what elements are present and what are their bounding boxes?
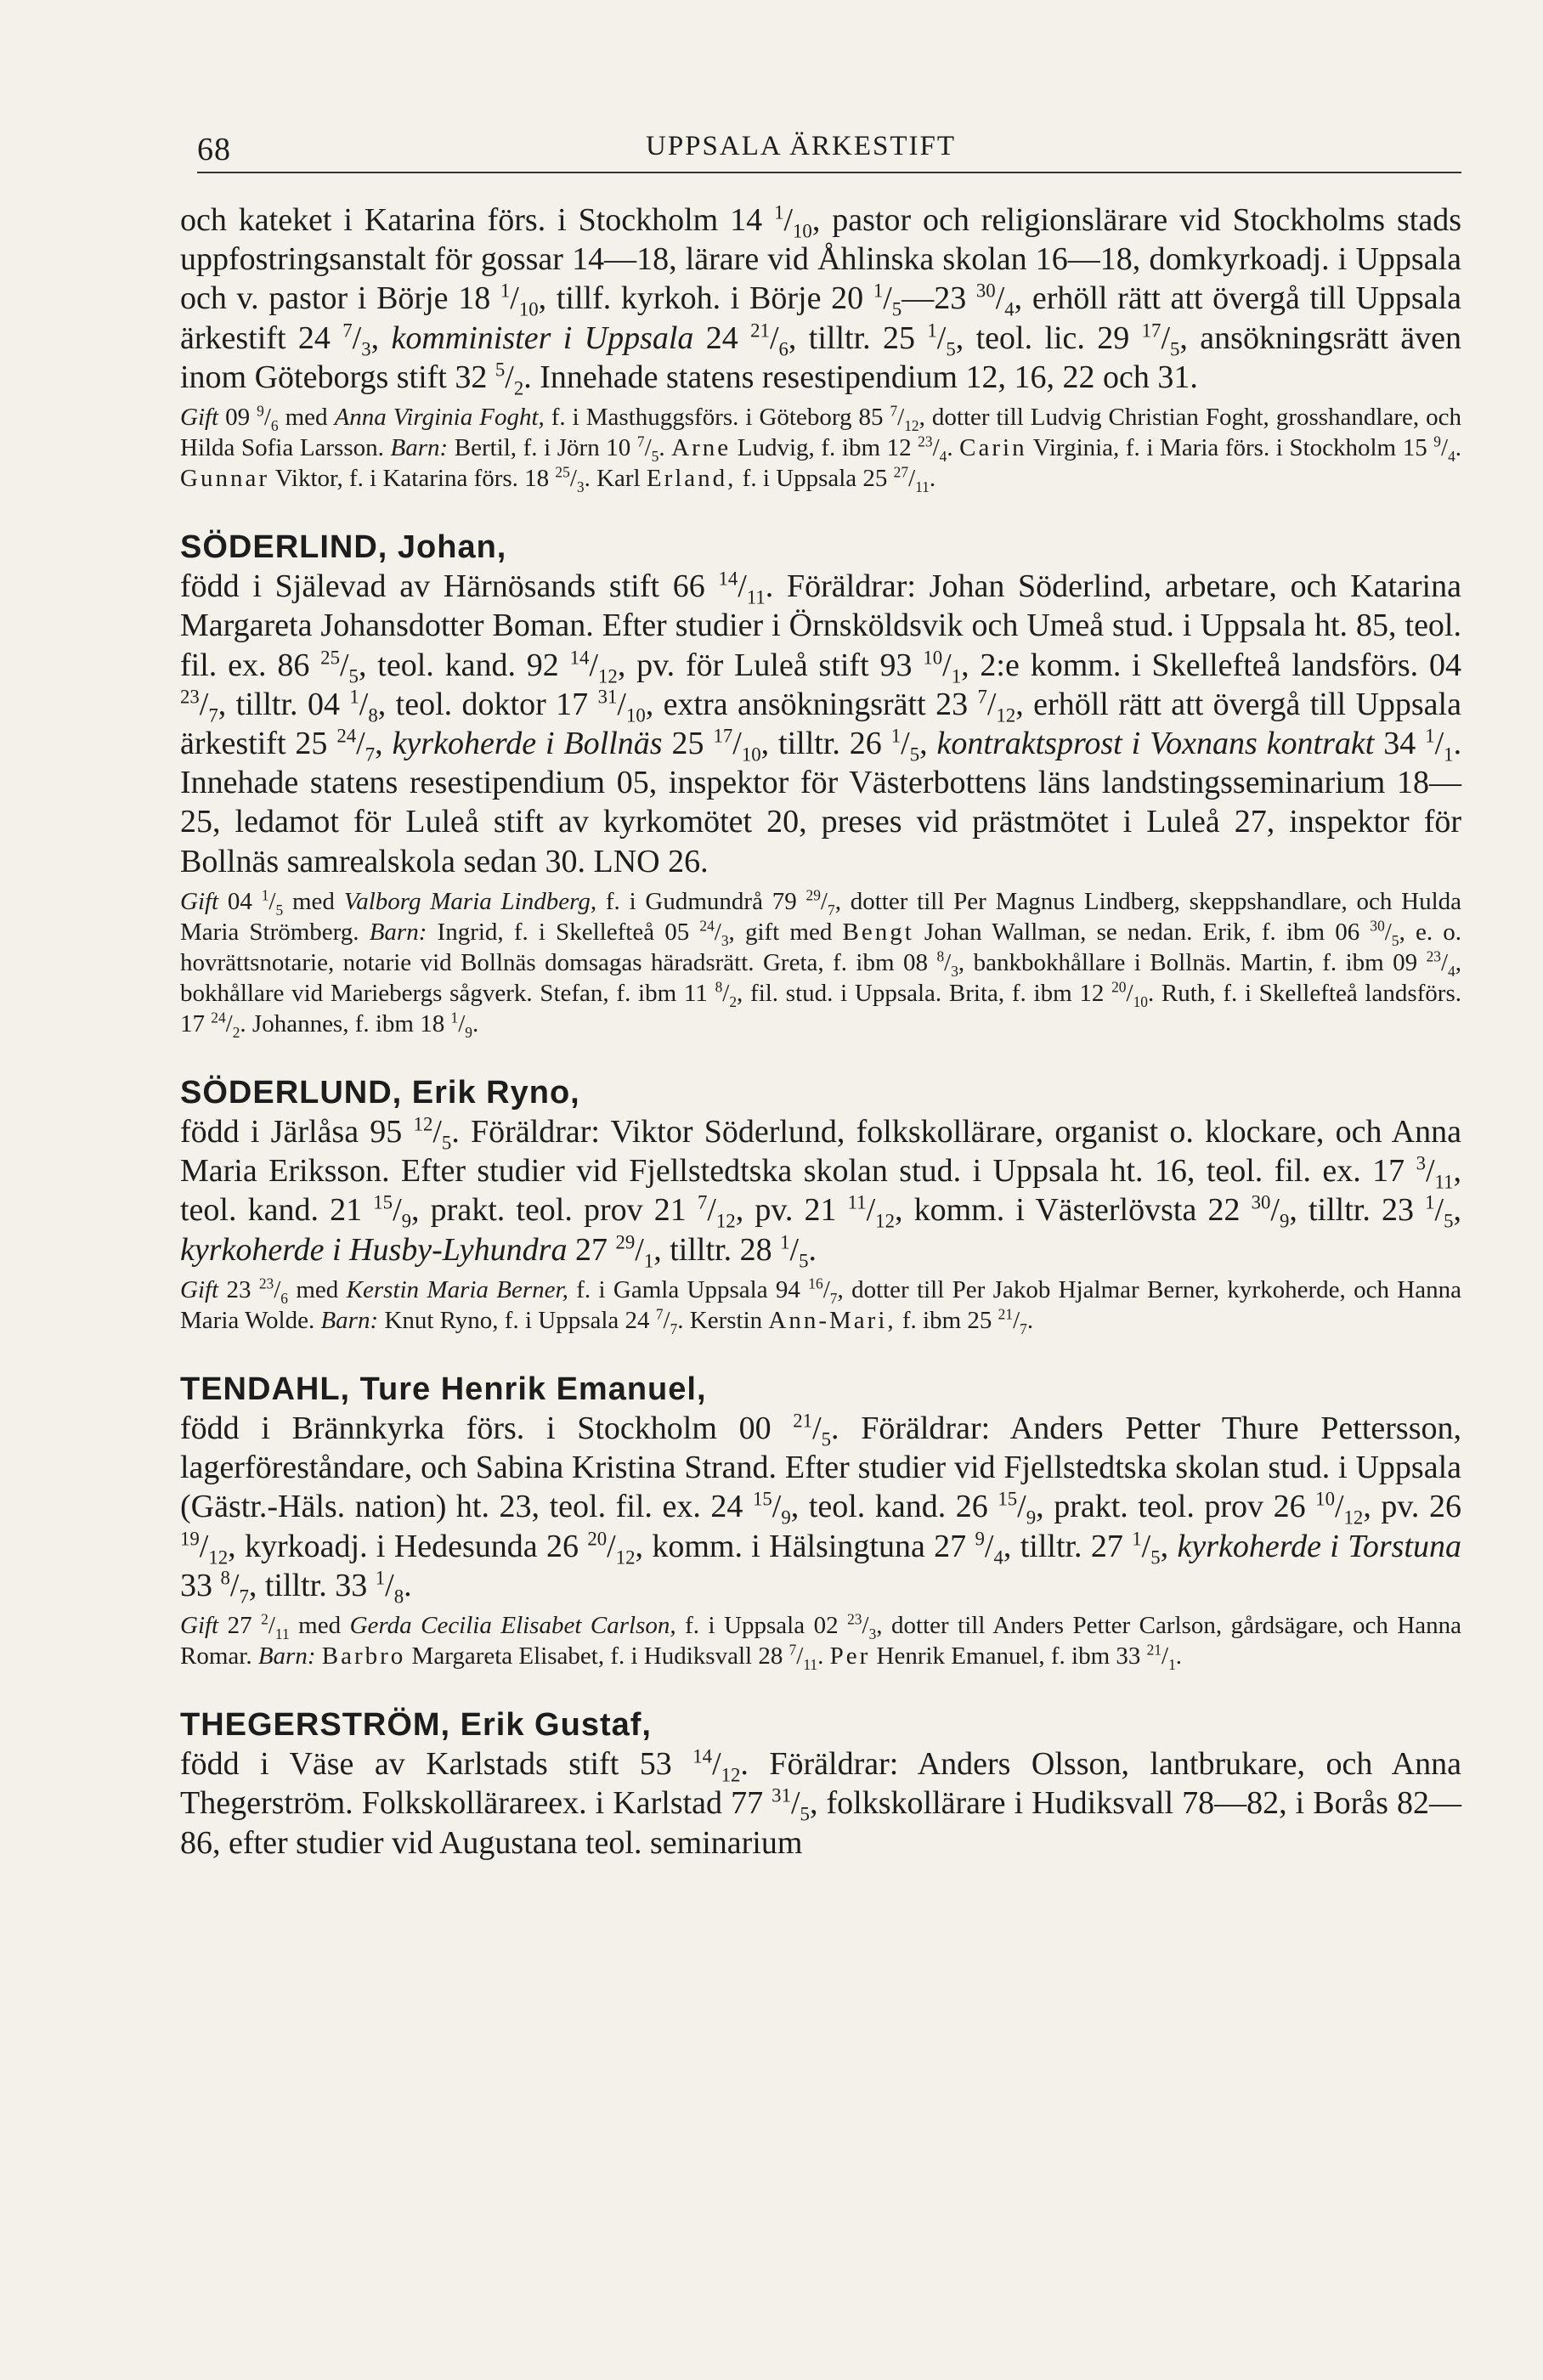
entry-name: THEGERSTRÖM, Erik Gustaf, xyxy=(180,1707,652,1744)
text-body xyxy=(180,201,1461,1863)
entry-family: Gift 09 $^9/_6$ med Anna Virginia Foght, f. i Masthuggsförs. i Göteborg 85 $^7/_{12}$, dotter till Ludvig Christian Foght, grosshandlare, och Hilda Sofia Larsson. Barn: Bertil, f. i Jörn 10 $^7/_5$. Arne Ludvig, f. ibm 12 $^{23}/_4$. Carin Virginia, f. i Maria förs. i Stockholm 15 $^9/_4$. Gunnar Viktor, f. i Katarina förs. 18 $^{25}/_3$. Karl Erland, f. i Uppsala 25 $^{27}/_{11}$. xyxy=(180,402,1462,495)
entry-name: SÖDERLIND, Johan, xyxy=(180,529,507,566)
entry-thegerstrom xyxy=(180,1705,1461,1863)
entry-soderlund xyxy=(180,1073,1461,1336)
entry-body-text: född i Väse av Karlstads stift 53 $^{14}/_{12}$. Föräldrar: Anders Olsson, lantbrukare, och Anna Thegerström. Folkskollärareex. i Karlstad 77 $^{31}/_5$, folkskollärare i Hudiksvall 78—82, i Borås 82—86, efter studier vid Augustana teol. seminarium xyxy=(180,1745,1461,1861)
entry-body xyxy=(180,528,1461,881)
entry-body-text: född i Själevad av Härnösands stift 66 $^{14}/_{11}$. Föräldrar: Johan Söderlind, arbetare, och Katarina Margareta Johansdotter Boman. Efter studier i Örnsköldsvik och Umeå stud. i Uppsala ht. 85, teol. fil. ex. 86 $^{25}/_5$, teol. kand. 92 $^{14}/_{12}$, pv. för Luleå stift 93 $^{10}/_1$, 2:e komm. i Skellefteå landsförs. 04 $^{23}/_7$, tilltr. 04 $^1/_8$, teol. doktor 17 $^{31}/_{10}$, extra ansökningsrätt 23 $^7/_{12}$, erhöll rätt att övergå till Uppsala ärkestift 25 $^{24}/_7$, kyrkoherde i Bollnäs 25 $^{17}/_{10}$, tilltr. 26 $^1/_5$, kontraktsprost i Voxnans kontrakt 34 $^1/_1$. Innehade statens resestipendium 05, inspektor för Västerbottens läns landstingsseminarium 18—25, ledamot för Luleå stift av kyrkomötet 20, preses vid prästmötet i Luleå 27, inspektor för Bollnäs samrealskola sedan 30. LNO 26. xyxy=(180,568,1462,879)
page-number: 68 xyxy=(197,132,231,167)
entry-name: SÖDERLUND, Erik Ryno, xyxy=(180,1074,580,1111)
entry-body-text: född i Järlåsa 95 $^{12}/_5$. Föräldrar: Viktor Söderlund, folkskollärare, organist o. klockare, och Anna Maria Eriksson. Efter studier vid Fjellstedtska skolan stud. i Uppsala ht. 16, teol. fil. ex. 17 $^3/_{11}$, teol. kand. 21 $^{15}/_9$, prakt. teol. prov 21 $^7/_{12}$, pv. 21 $^{11}/_{12}$, komm. i Västerlövsta 22 $^{30}/_9$, tilltr. 23 $^1/_5$, kyrkoherde i Husby-Lyhundra 27 $^{29}/_1$, tilltr. 28 $^1/_5$. xyxy=(180,1113,1461,1272)
entry-body xyxy=(180,1705,1461,1863)
entry-continued xyxy=(180,201,1461,494)
entry-body xyxy=(180,1073,1461,1272)
entry-body: och kateket i Katarina förs. i Stockholm 14 $^1/_{10}$, pastor och religionslärare vid Stockholms stads uppfostringsanstalt för gossar 14—18, lärare vid Åhlinska skolan 16—18, domkyrkoadj. i Uppsala och v. pastor i Börje 18 $^1/_{10}$, tillf. kyrkoh. i Börje 20 $^1/_5—23$ $^{30}/_4$, erhöll rätt att övergå till Uppsala ärkestift 24 $^7/_3$, komminister i Uppsala 24 $^{21}/_6$, tilltr. 25 $^1/_5$, teol. lic. 29 $^{17}/_5$, ansökningsrätt även inom Göteborgs stift 32 $^5/_2$. Innehade statens resestipendium 12, 16, 22 och 31. xyxy=(180,201,1462,399)
entry-family: Gift 23 $^{23}/_6$ med Kerstin Maria Berner, f. i Gamla Uppsala 94 $^{16}/_7$, dotter till Per Jakob Hjalmar Berner, kyrkoherde, och Hanna Maria Wolde. Barn: Knut Ryno, f. i Uppsala 24 $^7/_7$. Kerstin Ann-Mari, f. ibm 25 $^{21}/_7$. xyxy=(180,1275,1461,1337)
entry-family: Gift 04 $^1/_5$ med Valborg Maria Lindberg, f. i Gudmundrå 79 $^{29}/_7$, dotter till Per Magnus Lindberg, skeppshandlare, och Hulda Maria Strömberg. Barn: Ingrid, f. i Skellefteå 05 $^{24}/_3$, gift med Bengt Johan Wallman, se nedan. Erik, f. ibm 06 $^{30}/_5$, e. o. hovrättsnotarie, notarie vid Bollnäs domsagas häradsrätt. Greta, f. ibm 08 $^8/_3$, bankbokhållare i Bollnäs. Martin, f. ibm 09 $^{23}/_4$, bokhållare vid Mariebergs sågverk. Stefan, f. ibm 11 $^8/_2$, fil. stud. i Uppsala. Brita, f. ibm 12 $^{20}/_{10}$. Ruth, f. i Skellefteå landsförs. 17 $^{24}/_2$. Johannes, f. ibm 18 $^1/_9$. xyxy=(180,886,1462,1041)
entry-name: TENDAHL, Ture Henrik Emanuel, xyxy=(180,1371,707,1407)
entry-body xyxy=(180,1370,1461,1608)
page-header xyxy=(197,119,1461,170)
running-title: UPPSALA ÄRKESTIFT xyxy=(646,131,956,161)
entry-tendahl xyxy=(180,1370,1461,1671)
header-rule xyxy=(197,172,1461,173)
entry-soderlind xyxy=(180,528,1461,1039)
entry-body-text: född i Brännkyrka förs. i Stockholm 00 $^{21}/_5$. Föräldrar: Anders Petter Thure Pettersson, lagerföreståndare, och Sabina Kristina Strand. Efter studier vid Fjellstedtska skolan stud. i Uppsala (Gästr.-Häls. nation) ht. 23, teol. fil. ex. 24 $^{15}/_9$, teol. kand. 26 $^{15}/_9$, prakt. teol. prov 26 $^{10}/_{12}$, pv. 26 $^{19}/_{12}$, kyrkoadj. i Hedesunda 26 $^{20}/_{12}$, komm. i Hälsingtuna 27 $^9/_4$, tilltr. 27 $^1/_5$, kyrkoherde i Torstuna 33 $^8/_7$, tilltr. 33 $^1/_8$. xyxy=(180,1410,1461,1608)
entry-family: Gift 27 $^2/_{11}$ med Gerda Cecilia Elisabet Carlson, f. i Uppsala 02 $^{23}/_3$, dotter till Anders Petter Carlson, gårdsägare, och Hanna Romar. Barn: Barbro Margareta Elisabet, f. i Hudiksvall 28 $^7/_{11}$. Per Henrik Emanuel, f. ibm 33 $^{21}/_1$. xyxy=(180,1610,1462,1673)
